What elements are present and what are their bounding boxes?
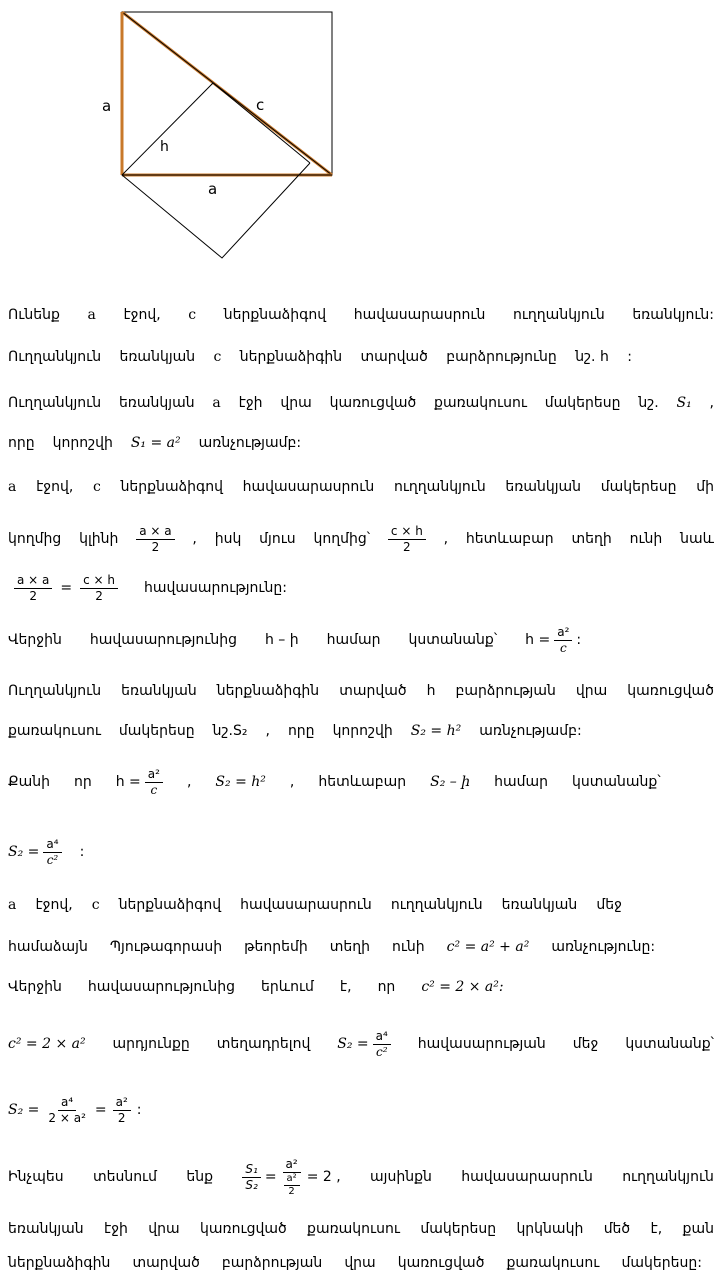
word: կորոշվի	[332, 723, 393, 739]
formula-pythagoras: c² = a² + a²	[446, 939, 530, 955]
word: իսկ	[214, 531, 242, 547]
line-8	[8, 620, 714, 660]
word: համաձայն	[8, 939, 88, 955]
word: ,	[192, 531, 197, 547]
word: քառակուսու	[8, 723, 101, 739]
word: էջի	[104, 1221, 128, 1237]
fraction-a2-2: $\frac{\text{a²}}{2}$	[113, 1095, 131, 1126]
word: :	[627, 349, 632, 365]
word: մեջ	[596, 897, 622, 913]
word: է,	[650, 1221, 663, 1237]
word: Վերջին	[8, 632, 62, 648]
word: մակերեսը:	[621, 1255, 702, 1271]
word: :	[79, 844, 85, 860]
word: ,	[186, 774, 192, 790]
word: :	[136, 1102, 142, 1118]
word: կողմից՝	[313, 531, 371, 547]
label-h: h	[160, 139, 169, 155]
word: էջով,	[123, 307, 161, 323]
height-square-right	[213, 83, 310, 163]
word: երևում	[260, 979, 314, 995]
fraction-ch-2: $\frac{c \times h}{2}$	[388, 524, 426, 555]
word: ներքնաձիգով	[120, 479, 223, 495]
line-4	[8, 432, 714, 454]
word: եռանկյան	[118, 395, 195, 411]
line-3	[8, 392, 714, 414]
word: առնչությունը:	[551, 939, 656, 955]
var-c: c	[188, 307, 197, 323]
word: քառակուսու	[434, 395, 527, 411]
word: կառուցված	[627, 683, 714, 699]
word: կողմից	[8, 531, 62, 547]
word: ներքնաձիգին	[216, 683, 320, 699]
word: նաև	[680, 531, 714, 547]
var-c: c	[93, 479, 101, 495]
word: h – ի	[264, 632, 299, 648]
word: ունի	[391, 939, 425, 955]
var-a: a	[212, 395, 221, 411]
line-7	[14, 570, 714, 606]
word: ունի	[629, 531, 663, 547]
word: կառուցված	[329, 395, 417, 411]
word: քառակուսու	[506, 1255, 600, 1271]
word: էջի	[238, 395, 263, 411]
var-a: a	[8, 479, 17, 495]
word: ներքնաձիգով	[223, 307, 327, 323]
word: հավասարասրուն	[242, 479, 375, 495]
word: վրա	[344, 1255, 376, 1271]
word: եռանկյան	[505, 479, 582, 495]
word: եռանկյան	[121, 683, 197, 699]
word: մի	[696, 479, 714, 495]
word: ուղղանկյուն	[512, 307, 605, 323]
word: քառակուսու	[307, 1221, 400, 1237]
word: քան	[682, 1221, 714, 1237]
hypotenuse-inner	[122, 12, 332, 175]
line-6	[8, 522, 714, 556]
word: համար	[494, 774, 549, 790]
word: նշ.	[638, 395, 659, 411]
word: որը	[287, 723, 315, 739]
label-c: c	[256, 96, 265, 114]
formula-ratio: $\frac{\text{S₁}}{\text{S₂}}$ = $\frac{\text{a²}}{\frac{\text{a²}}{2}}$ = 2 ,	[242, 1157, 340, 1198]
word: վրա	[575, 683, 608, 699]
line-18	[8, 1150, 714, 1204]
word: ուղղանկյուն	[390, 897, 483, 913]
word: տարված	[132, 1255, 200, 1271]
word: ,	[709, 395, 714, 411]
line-14	[8, 936, 714, 958]
word: կստանանք՝	[408, 632, 498, 648]
fraction-ch-2: $\frac{c \times h}{2}$	[80, 573, 118, 604]
var-c: c	[213, 349, 222, 365]
word: Ուղղանկյուն	[8, 395, 102, 411]
equals: =	[60, 580, 73, 596]
word: մեջ	[572, 1036, 599, 1052]
word: հավասարության	[417, 1036, 546, 1052]
word: էջով,	[36, 479, 74, 495]
formula-s2: S₂ = h²	[410, 723, 462, 739]
formula-lhs: S₂ =	[8, 1102, 40, 1118]
word: ուղղանկյուն	[622, 1169, 714, 1185]
line-1	[8, 304, 714, 326]
word: եռանկյան	[8, 1221, 84, 1237]
fraction-a4-2a2: $\frac{\text{a⁴}}{\text{2 × a²}}$	[48, 1094, 86, 1125]
word: Վերջին	[8, 979, 62, 995]
word: էջով,	[35, 897, 73, 913]
word: մյուս	[259, 531, 296, 547]
fraction-aa-2: $\frac{a \times a}{2}$	[14, 573, 52, 604]
line-11	[8, 760, 714, 804]
word: բարձրության	[221, 1255, 323, 1271]
word: Պյութագորասի	[109, 939, 223, 955]
line-5	[8, 476, 714, 498]
line-19	[8, 1218, 714, 1240]
formula-s1: S₁ = a²	[130, 435, 181, 451]
formula-s2-a4-c2: S₂ = $\frac{\text{a⁴}}{\text{c²}}$	[8, 837, 62, 868]
word: ,	[289, 774, 295, 790]
word: հավասարությունից	[87, 979, 235, 995]
word: մակերեսը	[600, 479, 677, 495]
word: ,	[265, 723, 270, 739]
word: մեծ	[603, 1221, 631, 1237]
word: Ինչպես	[8, 1169, 64, 1185]
word: h	[426, 683, 436, 699]
word: որը	[8, 435, 35, 451]
line-12	[8, 830, 714, 874]
word: ենք	[186, 1169, 214, 1185]
label-a-left: a	[102, 97, 112, 115]
word: կորոշվի	[52, 435, 113, 451]
line-2	[8, 346, 632, 368]
word: մակերեսը	[420, 1221, 497, 1237]
word: հավասարասրուն	[353, 307, 486, 323]
line-17	[8, 1088, 714, 1132]
word: եռանկյուն:	[632, 307, 714, 323]
word: առնչությամբ:	[198, 435, 302, 451]
word: մակերեսը	[118, 723, 195, 739]
word: տեղի	[571, 531, 612, 547]
line-10	[8, 720, 714, 742]
word: կառուցված	[200, 1221, 287, 1237]
geometry-diagram	[0, 0, 722, 270]
word: կրկնակի	[516, 1221, 584, 1237]
word: եռանկյան	[119, 349, 196, 365]
word: նշ. h	[575, 349, 609, 365]
formula-c2: c² = 2 × a²	[8, 1036, 86, 1052]
word: հետևաբար	[465, 531, 554, 547]
word: ,	[443, 531, 449, 547]
word: հետևաբար	[318, 774, 407, 790]
word: բարձրությունը	[446, 349, 557, 365]
word: վրա	[148, 1221, 180, 1237]
word: հավասարությունը:	[144, 580, 287, 596]
word: բարձրության	[455, 683, 556, 699]
word: որ	[377, 979, 396, 995]
word: թեորեմի	[244, 939, 308, 955]
var-c: c	[91, 897, 100, 913]
word: հավասարությունից	[89, 632, 237, 648]
word: Ուղղանկյուն	[8, 349, 102, 365]
word: ուղղանկյուն	[393, 479, 486, 495]
word: հավասարասրուն	[240, 897, 372, 913]
formula-h: h = $\frac{\text{a²}}{c}$ :	[525, 624, 582, 655]
height-h	[122, 83, 213, 175]
word: կառուցված	[397, 1255, 485, 1271]
word: տարված	[360, 349, 428, 365]
word: ներքնաձիգին	[239, 349, 343, 365]
var-a: a	[87, 307, 96, 323]
formula-s2-a4-c2: S₂ = $\frac{\text{a⁴}}{\text{c²}}$	[337, 1029, 391, 1060]
word: առնչությամբ:	[479, 723, 582, 739]
word: վրա	[280, 395, 312, 411]
word: տեսնում	[92, 1169, 158, 1185]
word: տեղադրելով	[216, 1036, 311, 1052]
formula-c2: c² = 2 × a²:	[421, 979, 504, 995]
line-9	[8, 680, 714, 702]
word: արդյունքը	[112, 1036, 190, 1052]
square-on-height	[122, 163, 310, 258]
word: հավասարասրուն	[461, 1169, 593, 1185]
word: տեղի	[329, 939, 370, 955]
word: այսինքն	[370, 1169, 432, 1185]
word: Քանի	[8, 774, 50, 790]
word: կստանանք՝	[625, 1036, 714, 1052]
line-20	[8, 1252, 702, 1274]
word: որ	[73, 774, 92, 790]
line-13	[8, 894, 622, 916]
word: մակերեսը	[544, 395, 621, 411]
var-s1: S₁	[676, 395, 692, 411]
formula-h: h = $\frac{\text{a²}}{c}$	[116, 767, 163, 798]
word: համար	[326, 632, 381, 648]
word: ներքնաձիգով	[118, 897, 222, 913]
word: Ունենք	[8, 307, 60, 323]
formula-s2: S₂ = h²	[215, 774, 266, 790]
label-a-bottom: a	[208, 180, 218, 198]
word: եռանկյան	[501, 897, 578, 913]
equals: =	[94, 1102, 107, 1118]
word: ներքնաձիգին	[8, 1255, 111, 1271]
word: է,	[339, 979, 352, 995]
var-a: a	[8, 897, 17, 913]
word: Ուղղանկյուն	[8, 683, 102, 699]
word: S₂ – ի	[430, 774, 471, 790]
fraction-aa-2: $\frac{a \times a}{2}$	[136, 524, 174, 555]
line-15	[8, 976, 714, 998]
word: կստանանք՝	[572, 774, 661, 790]
line-16	[8, 1022, 714, 1066]
word: կլինի	[79, 531, 119, 547]
word: տարված	[339, 683, 407, 699]
word: նշ.S₂	[212, 723, 248, 739]
